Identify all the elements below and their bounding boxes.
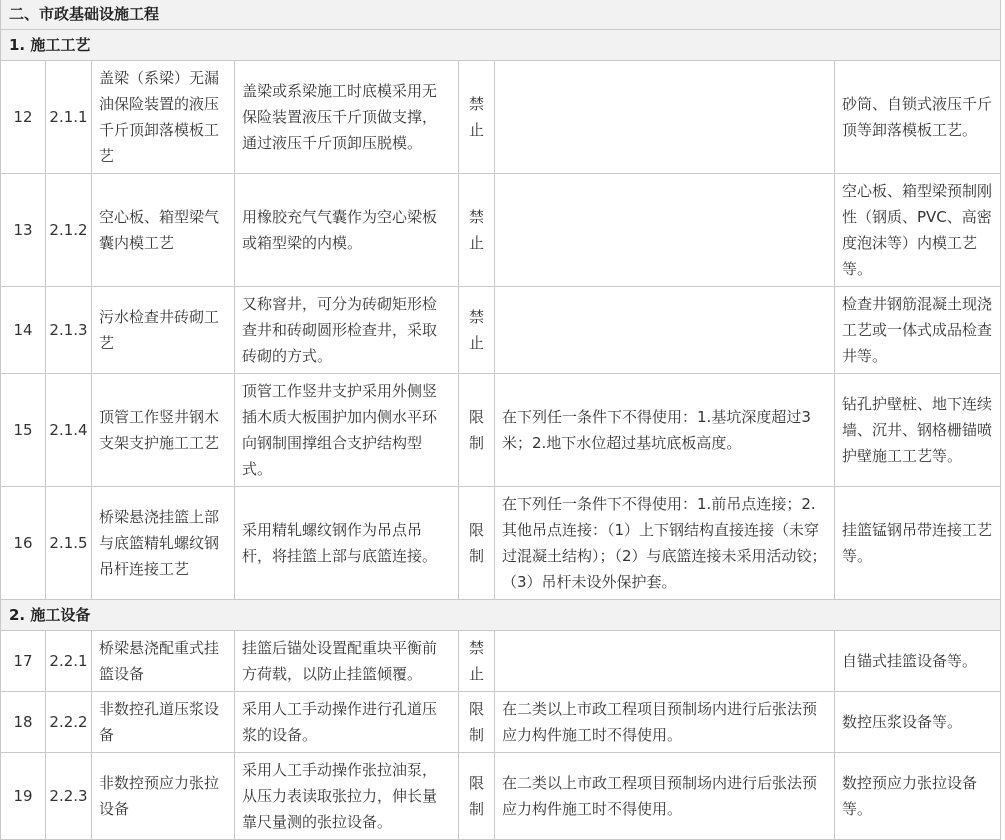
alternative-process: 钻孔护壁桩、地下连续墙、沉井、钢格栅锚喷护壁施工工艺等。 — [835, 374, 1001, 487]
table-row — [1, 174, 1001, 287]
restriction-type: 限制 — [459, 692, 495, 753]
item-description: 顶管工作竖井支护采用外侧竖插木质大板围护加内侧水平环向钢制围撑组合支护结构型式。 — [235, 374, 459, 487]
table-row — [1, 287, 1001, 374]
subsection-title-process: 1. 施工工艺 — [1, 30, 1001, 61]
item-name: 空心板、箱型梁气囊内模工艺 — [92, 174, 235, 287]
restriction-type: 禁止 — [459, 61, 495, 174]
row-number: 19 — [1, 753, 46, 840]
item-description: 又称窨井，可分为砖砌矩形检查井和砖砌圆形检查井，采取砖砌的方式。 — [235, 287, 459, 374]
row-number: 13 — [1, 174, 46, 287]
item-description: 用橡胶充气气囊作为空心梁板或箱型梁的内模。 — [235, 174, 459, 287]
item-description: 采用人工手动操作张拉油泵，从压力表读取张拉力，伸长量靠尺量测的张拉设备。 — [235, 753, 459, 840]
alternative-process: 砂筒、自锁式液压千斤顶等卸落模板工艺。 — [835, 61, 1001, 174]
row-number: 15 — [1, 374, 46, 487]
restriction-type: 禁止 — [459, 287, 495, 374]
item-name: 污水检查井砖砌工艺 — [92, 287, 235, 374]
subsection-title-equipment: 2. 施工设备 — [1, 600, 1001, 631]
item-description: 盖梁或系梁施工时底模采用无保险装置液压千斤顶做支撑，通过液压千斤顶卸压脱模。 — [235, 61, 459, 174]
item-description: 挂篮后锚处设置配重块平衡前方荷载，以防止挂篮倾覆。 — [235, 631, 459, 692]
restriction-type: 限制 — [459, 374, 495, 487]
table-row — [1, 61, 1001, 174]
item-name: 桥梁悬浇挂篮上部与底篮精轧螺纹钢吊杆连接工艺 — [92, 487, 235, 600]
row-number: 12 — [1, 61, 46, 174]
alternative-process: 自锚式挂篮设备等。 — [835, 631, 1001, 692]
restriction-condition: 在下列任一条件下不得使用：1.基坑深度超过3米；2.地下水位超过基坑底板高度。 — [495, 374, 835, 487]
item-code: 2.2.1 — [46, 631, 92, 692]
row-number: 18 — [1, 692, 46, 753]
alternative-process: 检查井钢筋混凝土现浇工艺或一体式成品检查井等。 — [835, 287, 1001, 374]
section-title-municipal: 二、市政基础设施工程 — [1, 0, 1001, 30]
item-description: 采用精轧螺纹钢作为吊点吊杆，将挂篮上部与底篮连接。 — [235, 487, 459, 600]
table-row — [1, 374, 1001, 487]
item-code: 2.1.3 — [46, 287, 92, 374]
item-code: 2.1.5 — [46, 487, 92, 600]
alternative-process: 挂篮锰钢吊带连接工艺等。 — [835, 487, 1001, 600]
item-name: 非数控孔道压浆设备 — [92, 692, 235, 753]
alternative-process: 空心板、箱型梁预制刚性（钢质、PVC、高密度泡沫等）内模工艺等。 — [835, 174, 1001, 287]
restriction-type: 限制 — [459, 753, 495, 840]
restriction-condition — [495, 287, 835, 374]
item-name: 桥梁悬浇配重式挂篮设备 — [92, 631, 235, 692]
table-row — [1, 692, 1001, 753]
alternative-process: 数控压浆设备等。 — [835, 692, 1001, 753]
item-code: 2.1.2 — [46, 174, 92, 287]
section-header-row — [1, 0, 1001, 30]
row-number: 17 — [1, 631, 46, 692]
restriction-type: 限制 — [459, 487, 495, 600]
item-name: 盖梁（系梁）无漏油保险装置的液压千斤顶卸落模板工艺 — [92, 61, 235, 174]
restriction-condition — [495, 631, 835, 692]
item-code: 2.2.2 — [46, 692, 92, 753]
row-number: 16 — [1, 487, 46, 600]
restriction-condition — [495, 174, 835, 287]
restriction-condition — [495, 61, 835, 174]
item-name: 非数控预应力张拉设备 — [92, 753, 235, 840]
table-row — [1, 487, 1001, 600]
item-code: 2.1.1 — [46, 61, 92, 174]
item-code: 2.1.4 — [46, 374, 92, 487]
restriction-type: 禁止 — [459, 174, 495, 287]
subsection-header-row — [1, 30, 1001, 61]
row-number: 14 — [1, 287, 46, 374]
alternative-process: 数控预应力张拉设备等。 — [835, 753, 1001, 840]
table-row — [1, 631, 1001, 692]
item-description: 采用人工手动操作进行孔道压浆的设备。 — [235, 692, 459, 753]
table-row — [1, 753, 1001, 840]
restriction-type: 禁止 — [459, 631, 495, 692]
restriction-condition: 在二类以上市政工程项目预制场内进行后张法预应力构件施工时不得使用。 — [495, 753, 835, 840]
restriction-condition: 在二类以上市政工程项目预制场内进行后张法预应力构件施工时不得使用。 — [495, 692, 835, 753]
subsection-header-row — [1, 600, 1001, 631]
item-code: 2.2.3 — [46, 753, 92, 840]
item-name: 顶管工作竖井钢木支架支护施工工艺 — [92, 374, 235, 487]
restriction-condition: 在下列任一条件下不得使用：1.前吊点连接；2.其他吊点连接：（1）上下钢结构直接连接（未穿过混凝土结构）；（2）与底篮连接未采用活动铰；（3）吊杆未设外保护套。 — [495, 487, 835, 600]
